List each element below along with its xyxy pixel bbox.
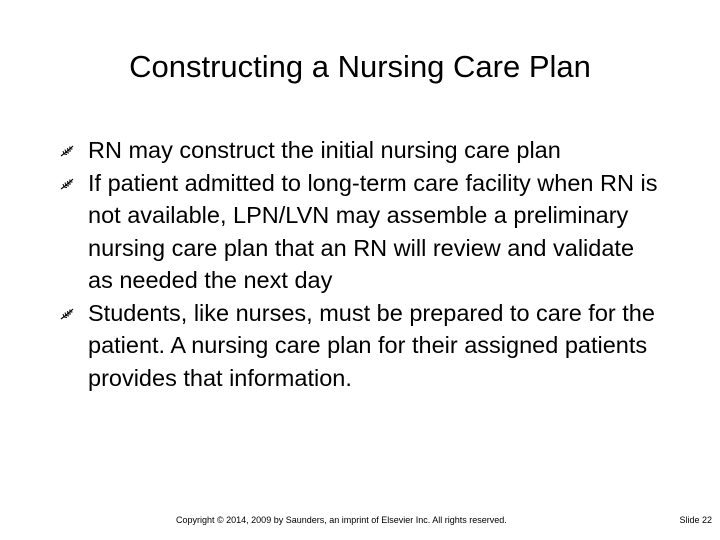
slide-number: Slide 22 bbox=[679, 515, 712, 525]
fern-bullet-icon bbox=[60, 177, 74, 191]
bullet-list bbox=[60, 134, 660, 394]
list-item bbox=[60, 134, 660, 167]
list-item bbox=[60, 167, 660, 297]
list-item bbox=[60, 297, 660, 395]
slide-title: Constructing a Nursing Care Plan bbox=[129, 49, 591, 84]
bullet-text: RN may construct the initial nursing care plan bbox=[88, 137, 561, 163]
fern-bullet-icon bbox=[60, 307, 74, 321]
fern-bullet-icon bbox=[60, 144, 74, 158]
bullet-text: If patient admitted to long-term care facility when RN is not available, LPN/LVN may assemble a preliminary nursing care plan that an RN will review and validate as needed the next day bbox=[88, 169, 658, 293]
copyright-notice: Copyright © 2014, 2009 by Saunders, an imprint of Elsevier Inc. All rights reserved. bbox=[176, 515, 507, 525]
bullet-text: Students, like nurses, must be prepared to care for the patient. A nursing care plan for their assigned patients provides that information. bbox=[88, 299, 655, 391]
